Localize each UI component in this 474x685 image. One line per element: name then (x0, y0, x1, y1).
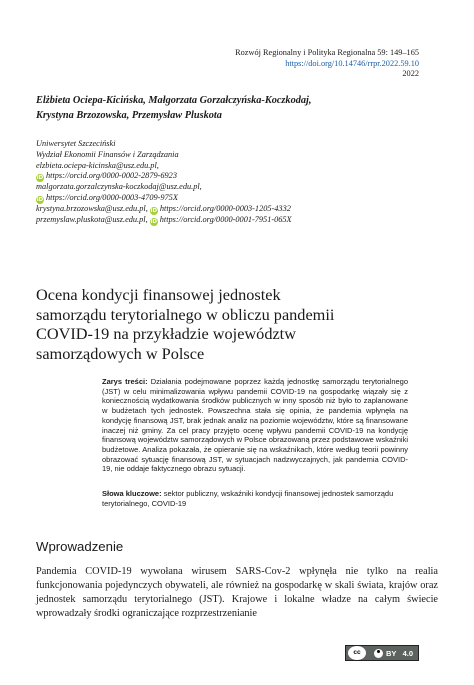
authors-line-1: Elżbieta Ociepa-Kicińska, Małgorzata Gorzałczyńska-Koczkodaj, (36, 95, 312, 106)
orcid-icon: iD (150, 219, 157, 226)
attribution-person-icon (374, 649, 383, 658)
orcid-link-4[interactable]: https://orcid.org/0000-0001-7951-065X (159, 215, 292, 225)
journal-name: Rozwój Regionalny i Polityka Regionalna 59: 149–165 (235, 48, 419, 57)
article-title (36, 285, 436, 363)
abstract-label: Zarys treści: (102, 377, 148, 386)
cc-license-badge[interactable] (345, 645, 419, 661)
title-line-4: samorządowych w Polsce (36, 343, 205, 363)
author-email-orcid-3 (36, 204, 436, 215)
keywords-text: sektor publiczny, wskaźniki kondycji finansowej jednostek samorządu terytorialnego, COVID-19 (102, 489, 394, 508)
cc-version: 4.0 (402, 648, 413, 658)
orcid-entry-2 (36, 193, 436, 204)
title-line-3: COVID-19 na przykładzie województw (36, 324, 296, 343)
author-email-orcid-4 (36, 215, 436, 226)
university-name: Uniwersytet Szczeciński (36, 139, 116, 148)
cc-by-text: BY (386, 648, 397, 658)
abstract (102, 377, 408, 474)
orcid-link-2[interactable]: https://orcid.org/0000-0003-4709-975X (46, 193, 178, 203)
cc-by-label (374, 649, 396, 658)
cc-logo-icon: cc (348, 646, 366, 660)
abstract-text: Działania podejmowane poprzez każdą jednostkę samorządu terytorialnego (JST) w celu minimalizowania wpływu pandemii COVID-19 na gospodarkę wiązały się z koniecznością wydatkowania środków publicznych w inny sposób niż było to zaplanowane w budżetach tych jednostek. Powszechna stała się opinia, że pandemia wpłynęła na kondycję finansową JST, brak jednak analiz na poziomie województw, które są finansowane inaczej niż gminy. Za cel pracy przyjęto ocenę wpływu pandemii COVID-19 na kondycję finansową województw samorządowych w Polsce obrazowaną przez podstawowe wskaźniki budżetowe. Analiza pokazała, że opieranie się na wskaźnikach, które według teorii powinny obrazować sytuację finansową JST, w sytuacjach nadzwyczajnych, jak pandemia COVID-19, nie oddaje faktycznego obrazu sytuacji. (102, 377, 409, 474)
orcid-entry-1 (36, 171, 436, 182)
keywords-label: Słowa kluczowe: (102, 489, 162, 498)
doi-link[interactable]: https://doi.org/10.14746/rrpr.2022.59.10 (285, 58, 419, 68)
author-email-4[interactable]: przemyslaw.pluskota@usz.edu.pl, (36, 215, 148, 225)
orcid-icon: iD (36, 197, 44, 204)
orcid-icon: iD (36, 175, 44, 182)
keywords (102, 489, 408, 508)
author-list (36, 94, 436, 123)
journal-year: 2022 (402, 69, 419, 79)
orcid-icon: iD (150, 208, 158, 215)
title-line-2: samorządu terytorialnego w obliczu pandemii (36, 304, 335, 324)
author-email-3[interactable]: krystyna.brzozowska@usz.edu.pl, (36, 204, 148, 214)
orcid-link-1[interactable]: https://orcid.org/0000-0002-2879-6923 (46, 171, 177, 181)
affiliation-block (36, 139, 436, 226)
section-body-text: Pandemia COVID-19 wywołana wirusem SARS-Cov-2 wpłynęła nie tylko na realia funkcjonowania pojedynczych obywateli, ale również na gospodarkę w skali świata, krajów oraz jednostek samorządu terytorialnego (JST). Krajowe i lokalne władze na całym świecie wprowadzały środki ograniczające rozprzestrzenianie (36, 566, 438, 619)
title-line-1: Ocena kondycji finansowej jednostek (36, 285, 281, 304)
author-email-1[interactable]: elzbieta.ociepa-kicinska@usz.edu.pl, (36, 160, 159, 170)
faculty-name: Wydział Ekonomii Finansów i Zarządzania (36, 149, 179, 159)
journal-info (235, 48, 419, 80)
orcid-link-3[interactable]: https://orcid.org/0000-0003-1205-4332 (159, 204, 291, 214)
section-heading: Wprowadzenie (36, 539, 124, 554)
author-email-2[interactable]: malgorzata.gorzalczynska-koczkodaj@usz.edu.pl, (36, 182, 202, 192)
authors-line-2: Krystyna Brzozowska, Przemysław Pluskota (36, 109, 222, 121)
